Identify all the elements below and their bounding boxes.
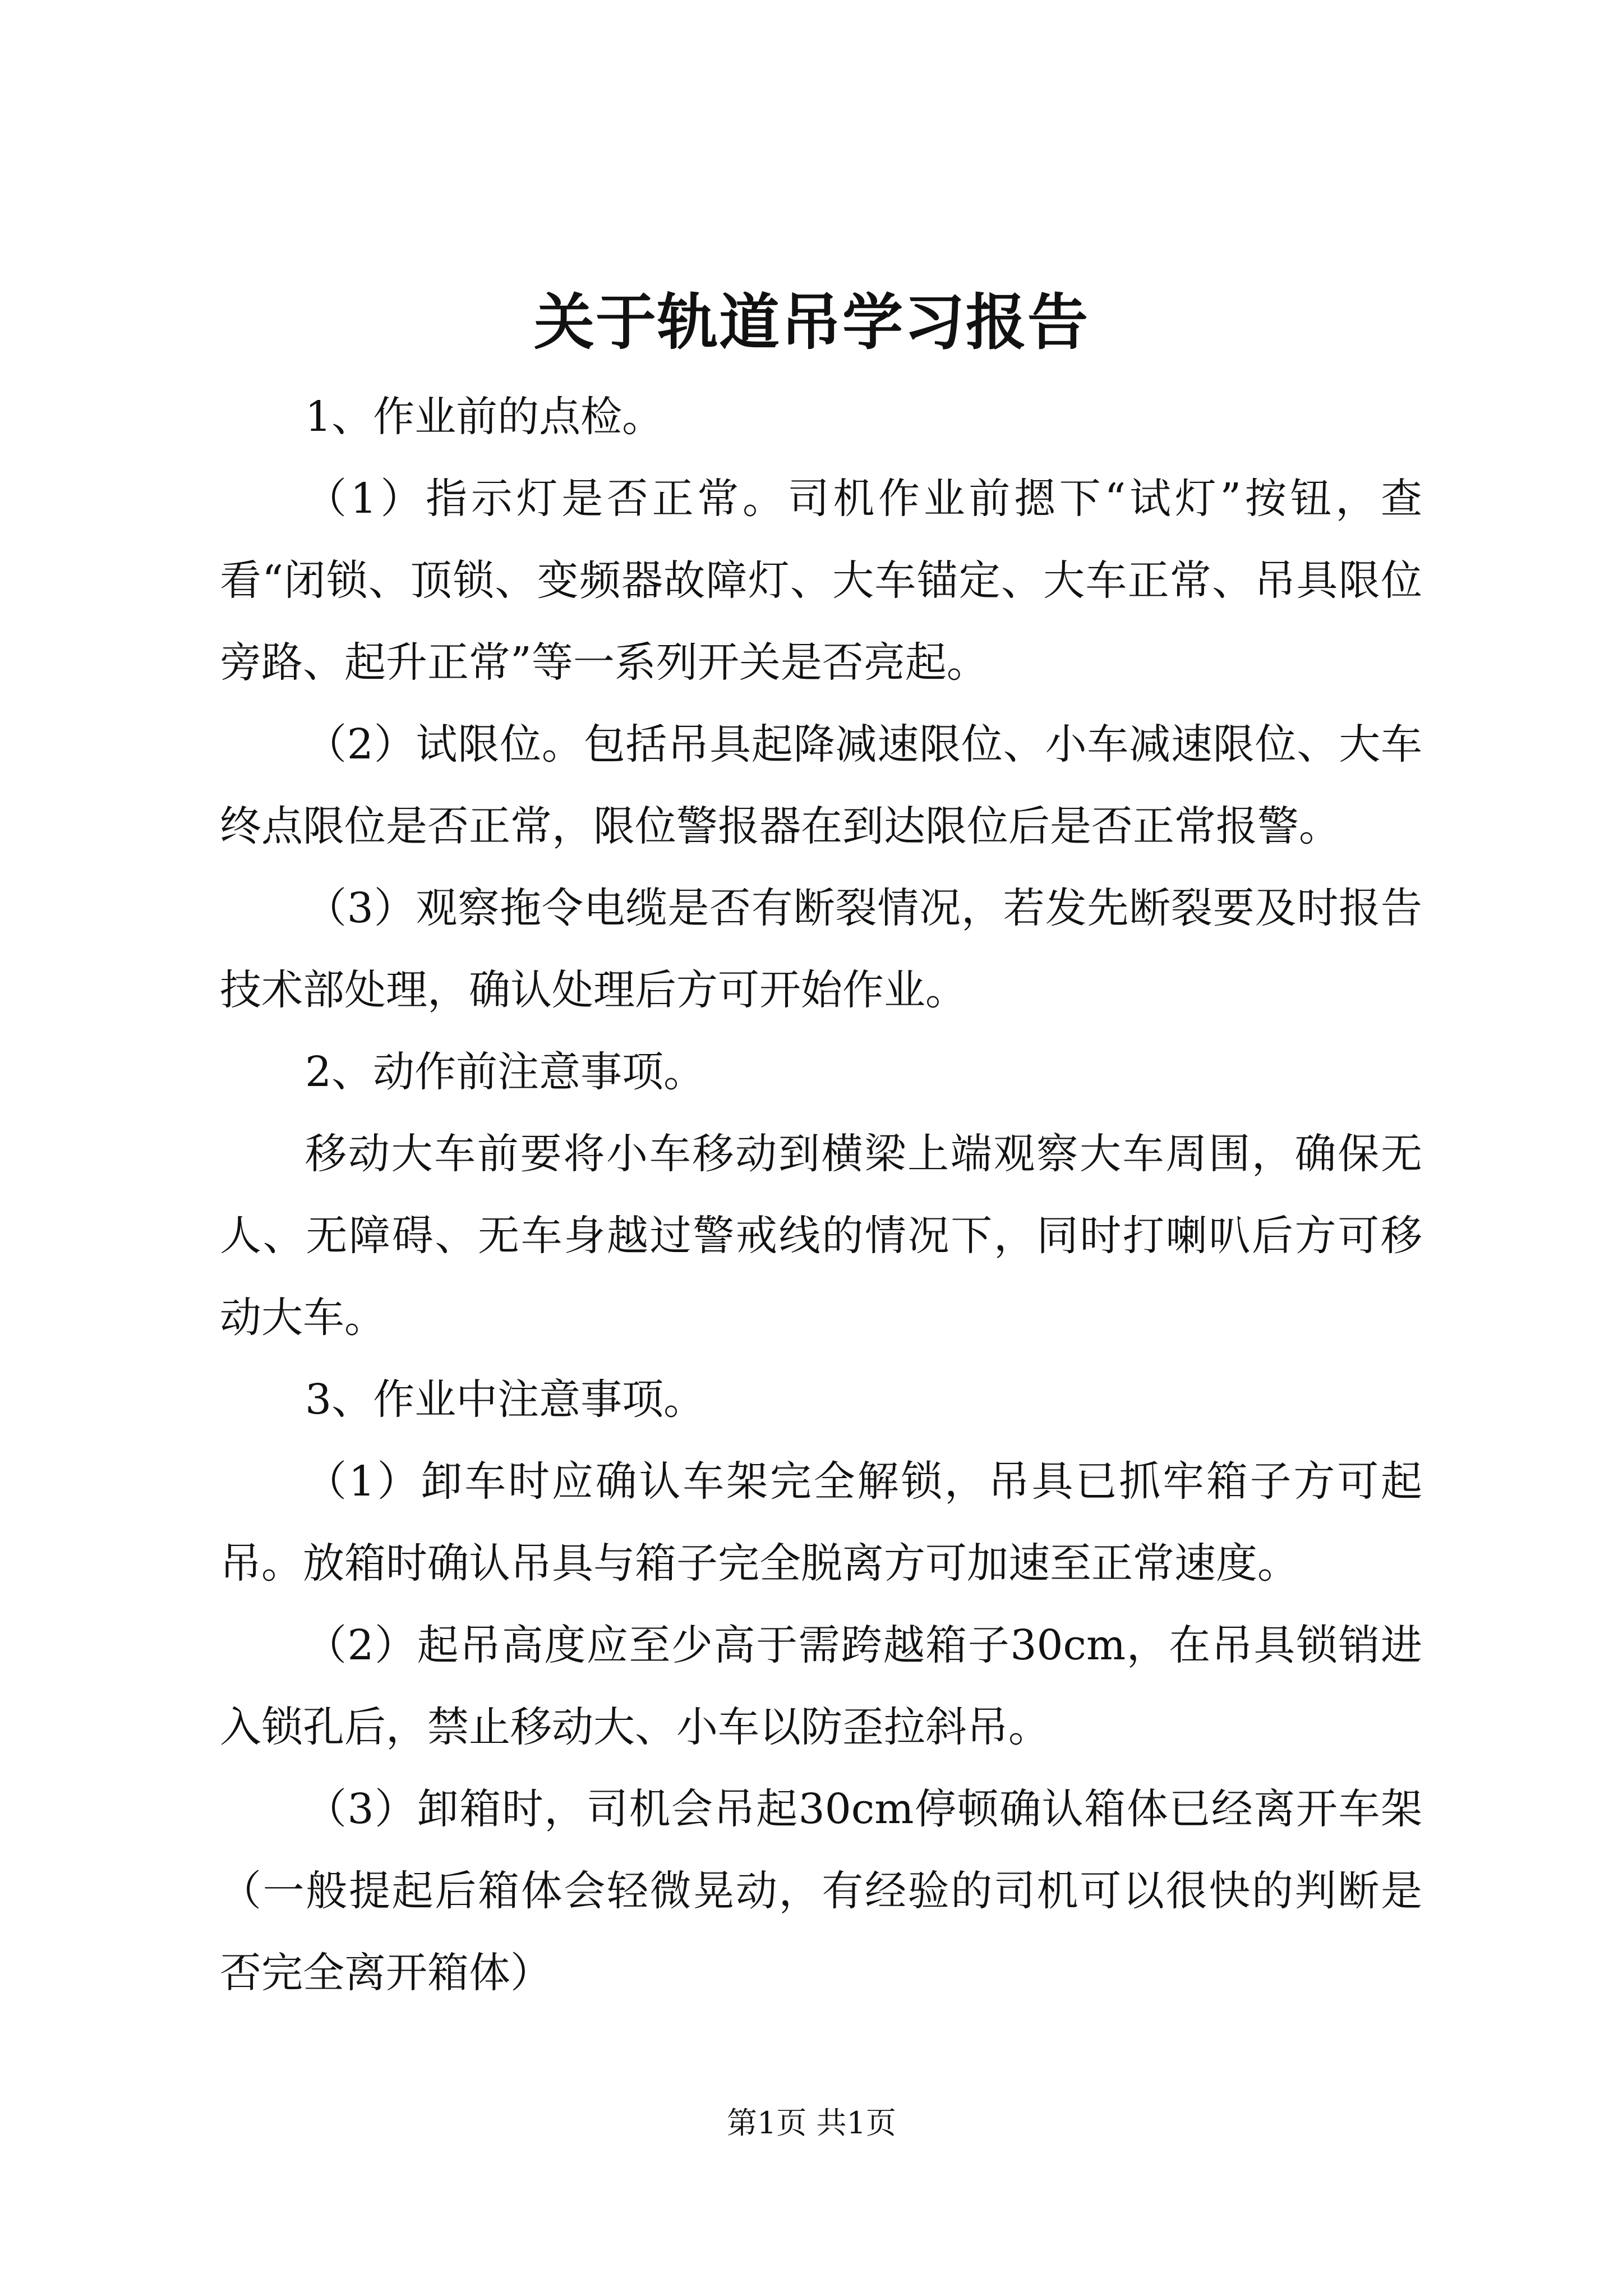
- paragraph-item-1-3: （3）观察拖令电缆是否有断裂情况，若发先断裂要及时报告技术部处理，确认处理后方可开始作业。: [220, 884, 1422, 1014]
- document-body: [220, 376, 1422, 2014]
- document-title: 关于轨道吊学习报告: [533, 287, 1089, 358]
- paragraph-item-3-3: （3）卸箱时，司机会吊起30cm停顿确认箱体已经离开车架（一般提起后箱体会轻微晃动，有经验的司机可以很快的判断是否完全离开箱体）: [220, 1785, 1422, 1997]
- section-heading-1: 1、作业前的点检。: [305, 393, 664, 441]
- section-heading-3: 3、作业中注意事项。: [305, 1375, 706, 1424]
- paragraph-item-3-2: （2）起吊高度应至少高于需跨越箱子30cm，在吊具锁销进入锁孔后，禁止移动大、小车以防歪拉斜吊。: [220, 1621, 1422, 1751]
- paragraph-item-1-2: （2）试限位。包括吊具起降减速限位、小车减速限位、大车终点限位是否正常，限位警报器在到达限位后是否正常报警。: [220, 720, 1422, 850]
- paragraph-item-3-1: （1）卸车时应确认车架完全解锁，吊具已抓牢箱子方可起吊。放箱时确认吊具与箱子完全脱离方可加速至正常速度。: [220, 1457, 1422, 1588]
- paragraph-item-1-1: （1）指示灯是否正常。司机作业前摁下“试灯”按钮，查看“闭锁、顶锁、变频器故障灯、大车锚定、大车正常、吊具限位旁路、起升正常”等一系列开关是否亮起。: [220, 475, 1422, 687]
- section-heading-2: 2、动作前注意事项。: [305, 1048, 706, 1096]
- page-footer: 第1页 共1页: [727, 2105, 896, 2141]
- paragraph-2: 移动大车前要将小车移动到横梁上端观察大车周围，确保无人、无障碍、无车身越过警戒线的情况下，同时打喇叭后方可移动大车。: [220, 1130, 1422, 1342]
